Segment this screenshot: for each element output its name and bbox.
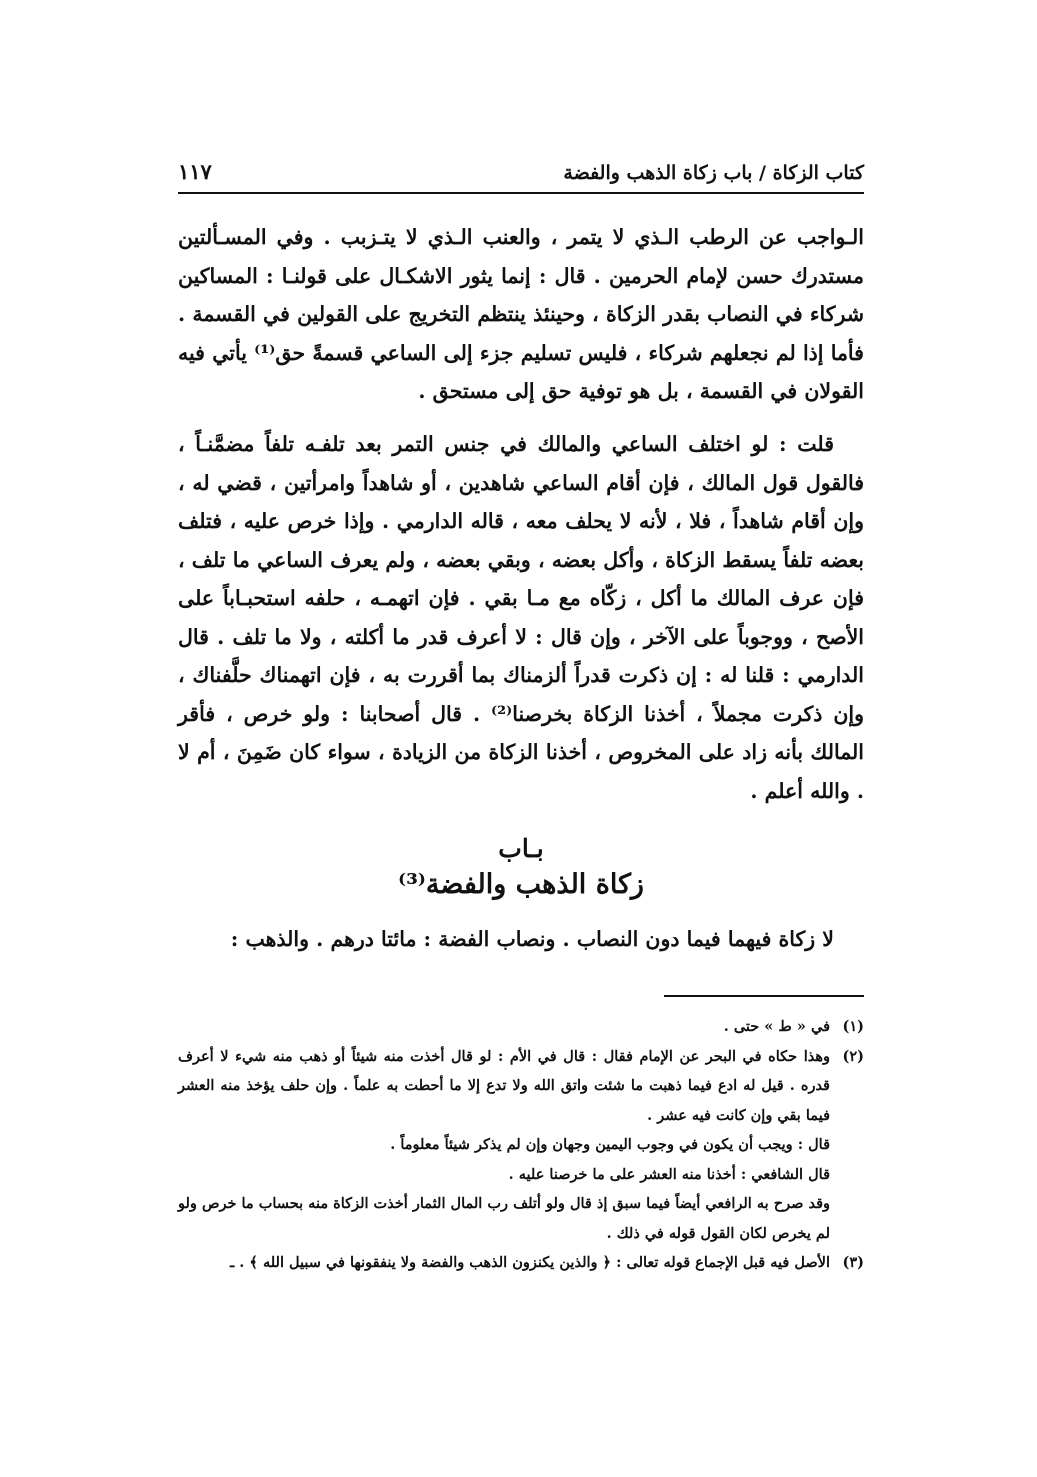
footnote-number: (٢) [842,1047,864,1065]
footnote-number: (١) [842,1018,864,1035]
footnote-line: وهذا حكاه في البحر عن الإمام فقال : قال في الأم : لو قال أخذت منه شيئاً أو ذهب منه شيء لا أعرف قدره . قيل له ادع فيما ذهبت ما شئت واتق الله ولا تدع إلا ما أحطت به علماً . وإن حلف يؤخذ منه العشر فيما بقي وإن كانت فيه عشر . [178,1047,830,1124]
footnotes [178,1012,864,1278]
footnote-line: وقد صرح به الرافعي أيضاً فيما سبق إذ قال ولو أتلف رب المال الثمار أخذت الزكاة منه بحساب ما خرص ولو لم يخرص لكان القول قوله في ذلك . [178,1195,830,1242]
footnote-line: قال الشافعي : أخذنا منه العشر على ما خرصنا عليه . [508,1165,830,1183]
chapter-opening-paragraph [178,920,864,959]
footnote-line: قال : ويجب أن يكون في وجوب اليمين وجهان وإن لم يذكر شيئاً معلوماً . [390,1136,830,1153]
paragraph-text: الـواجب عن الرطب الـذي لا يتمر ، والعنب الـذي لا يتـزبب . وفي المسـألتين مستدرك حسن لإمام الحرمين . قال : إنما يثور الاشكـال على قولنـا : المساكين شركاء في النصاب بقدر الزكاة ، وحينئذ ينتظم التخريج على القولين في القسمة . فأما إذا لم نجعلهم شركاء ، فليس تسليم جزء إلى الساعي قسمةً حق⁽¹⁾ يأتي فيه القولان في القسمة ، بل هو توفية حق إلى مستحق . [178,225,864,403]
chapter-title: زكاة الذهب والفضة⁽³⁾ [398,869,644,900]
paragraph-text: قلت : لو اختلف الساعي والمالك في جنس التمر بعد تلفـه تلفاً مضمَّنـاً ، فالقول قول المالك ، فإن أقام الساعي شاهدين ، أو شاهداً وامرأتين ، قضي له ، وإن أقام شاهداً ، فلا ، لأنه لا يحلف معه ، قاله الدارمي . وإذا خرص عليه ، فتلف بعضه تلفاً يسقط الزكاة ، وأكل بعضه ، وبقي بعضه ، ولم يعرف الساعي ما تلف ، فإن عرف المالك ما أكل ، زكّاه مع مـا بقي . فإن اتهمـه ، حلفه استحبـاباً على الأصح ، ووجوباً على الآخر ، وإن قال : لا أعرف قدر ما أكلته ، ولا ما تلف . قال الدارمي : قلنا له : إن ذكرت قدراً ألزمناك بما أقررت به ، فإن اتهمناك حلَّفناك ، وإن ذكرت مجملاً ، أخذنا الزكاة بخرصنا⁽²⁾ . قال أصحابنا : ولو خرص ، فأقر المالك بأنه زاد على المخروص ، أخذنا الزكاة من الزيادة ، سواء كان ضَمِنَ ، أم لا . والله أعلم . [178,432,865,803]
page-number: ١١٧ [178,159,212,184]
header-title: كتاب الزكاة / باب زكاة الذهب والفضة [563,162,864,184]
footnote [178,1248,864,1278]
paragraph-2 [178,425,864,810]
paragraph-text: لا زكاة فيهما فيما دون النصاب . ونصاب الفضة : مائتا درهم . والذهب : [230,927,834,951]
paragraph-1 [178,218,864,411]
footnote-line: في « ط » حتى . [723,1018,830,1035]
chapter-label: بـاب [498,834,544,863]
running-header [178,150,864,184]
footnote [178,1042,864,1249]
footnote [178,1012,864,1042]
chapter-heading [178,832,864,904]
footnote-divider [664,995,864,997]
footnote-number: (٣) [842,1254,864,1271]
header-divider [178,192,864,194]
footnote-line: الأصل فيه قبل الإجماع قوله تعالى : ﴿ والذين يكنزون الذهب والفضة ولا ينفقونها في سبيل الله ﴾ . ـ [230,1254,830,1271]
